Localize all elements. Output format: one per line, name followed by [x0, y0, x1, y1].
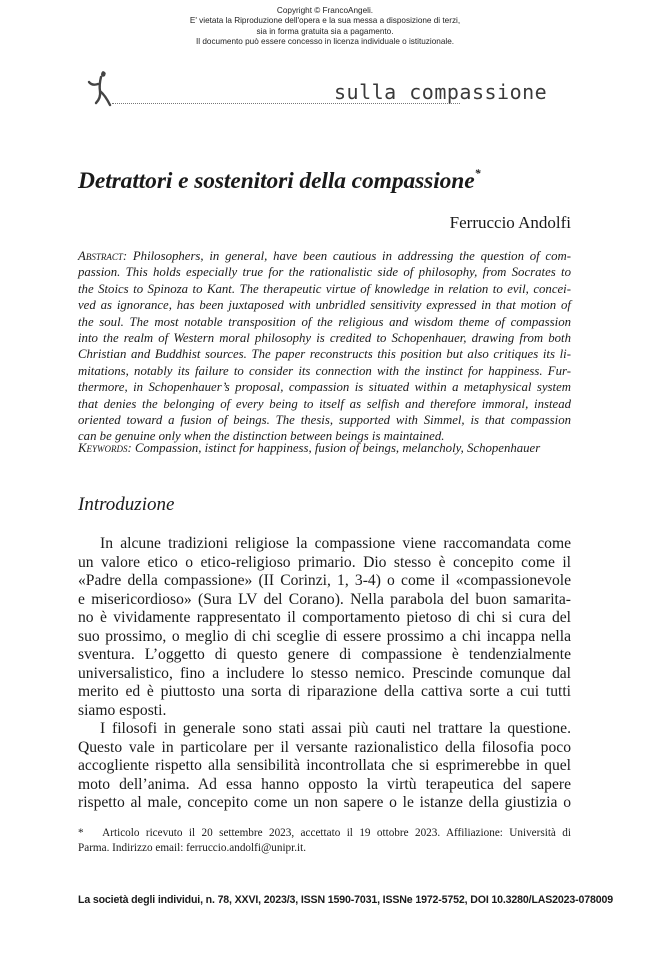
- body-line: I filosofi in generale sono stati assai più cauti nel trattare la questione.: [100, 720, 571, 737]
- abstract-line: [78, 248, 571, 264]
- body-line: accogliente rispetto alla sensibilità incontrollata che si esprimerebbe in quel: [78, 757, 571, 774]
- body-line: Questo vale in particolare per il versante razionalistico della filosofia poco: [78, 738, 571, 756]
- body-line: sventura. L’oggetto di questo genere di compassione è tendenzialmente: [78, 646, 571, 663]
- copyright-line: Copyright © FrancoAngeli.: [276, 6, 374, 15]
- abstract-line: can be genuine only when the distinction between beings is maintained.: [78, 429, 445, 444]
- author: Ferruccio Andolfi: [449, 213, 571, 232]
- abstract-text: Philosophers, in general, have been cautious in addressing the question of com-: [132, 249, 572, 263]
- body-line: un valore etico o etico-religioso primario. Dio stesso è concepito come il: [78, 553, 571, 571]
- footnote: [78, 826, 571, 856]
- abstract-line: the soul. The most notable transposition of the religious and wisdom theme of compassion: [78, 314, 571, 329]
- body-line: siamo esposti.: [78, 701, 167, 719]
- abstract-line: into the realm of Western moral philosophy is credited to Schopenhauer, drawing from both: [78, 331, 571, 346]
- keywords: [78, 441, 571, 456]
- footnote-line: [78, 826, 571, 841]
- abstract-line: oriented toward a fusion of beings. The thesis, supported with Simmel, is that compassion: [78, 413, 571, 428]
- keywords-label: Keywords:: [78, 441, 132, 455]
- keywords-text: Compassion, istinct for happiness, fusion of beings, melancholy, Schopenhauer: [135, 441, 541, 455]
- copyright-line: Il documento può essere concesso in licenza individuale o istituzionale.: [195, 37, 455, 47]
- title-text: Detrattori e sostenitori della compassione: [78, 168, 475, 194]
- copyright-notice: [0, 6, 650, 48]
- body-line: e misericordioso» (Sura LV del Corano). Nella parabola del buon samarita-: [78, 590, 571, 608]
- abstract-line: ved as ignorance, has been juxtaposed with unbridled sensitivity expressed in that motion of: [78, 298, 571, 313]
- section-heading: Introduzione: [78, 494, 175, 515]
- copyright-line: E' vietata la Riproduzione dell'opera e la sua messa a disposizione di terzi,: [189, 16, 461, 26]
- footnote-mark: *: [474, 166, 481, 180]
- copyright-line: sia in forma gratuita sia a pagamento.: [256, 26, 394, 36]
- abstract-line: Christian and Buddhist sources. The paper reconstructs this position but also critiques its li-: [78, 347, 571, 362]
- body-line: rispetto al male, concepito come un non sapere o le istanze della giustizia o: [78, 794, 571, 811]
- abstract-line: that denies the belonging of every being to itself as selfish and therefore immoral, instead: [78, 396, 571, 411]
- body-line: universalistico, fino a includere lo stesso nemico. Prescinde comunque dal: [78, 664, 571, 682]
- abstract-label: Abstract:: [78, 249, 128, 263]
- footnote-line: Parma. Indirizzo email: ferruccio.andolfi@unipr.it.: [78, 842, 307, 854]
- abstract: [78, 248, 571, 445]
- body-line: moto dell’anima. Ad essa hanno opposto la virtù terapeutica del sapere: [78, 775, 571, 793]
- footnote-mark: *: [78, 827, 84, 839]
- abstract-line: passion. This holds especially true for the rationalistic side of philosophy, from Socrates to: [78, 265, 571, 280]
- body-line: merito ed è piuttosto una sorta di riparazione della cattiva sorte a cui tutti: [78, 683, 571, 700]
- body-line: suo prossimo, o meglio di chi sceglie di essere prossimo a chi incappa nella: [78, 627, 571, 645]
- body-text: [78, 535, 571, 813]
- section-title: sulla compassione: [334, 80, 548, 104]
- body-line: no è vividamente rappresentato il comportamento pietoso di chi si cura del: [78, 609, 571, 626]
- article-title: [78, 168, 481, 195]
- footnote-text: Articolo ricevuto il 20 settembre 2023, accettato il 19 ottobre 2023. Affiliazione: Università di: [102, 827, 571, 839]
- body-line: In alcune tradizioni religiose la compassione viene raccomandata come: [100, 535, 571, 552]
- journal-citation: La società degli individui, n. 78, XXVI, 2023/3, ISSN 1590-7031, ISSNe 1972-5752, DOI 10.3280/LAS2023-078009: [78, 894, 613, 906]
- abstract-line: mitations, notably its failure to consider its connection with the instinct for happiness. Fur-: [78, 363, 571, 378]
- abstract-line: thermore, in Schopenhauer’s proposal, compassion is situated within a metaphysical system: [78, 380, 571, 395]
- body-line: «Padre della compassione» (II Corinzi, 1, 3-4) o come il «compassionevole: [78, 572, 571, 589]
- abstract-line: the Stoics to Spinoza to Kant. The therapeutic virtue of knowledge in relation to evil, concei-: [78, 281, 571, 296]
